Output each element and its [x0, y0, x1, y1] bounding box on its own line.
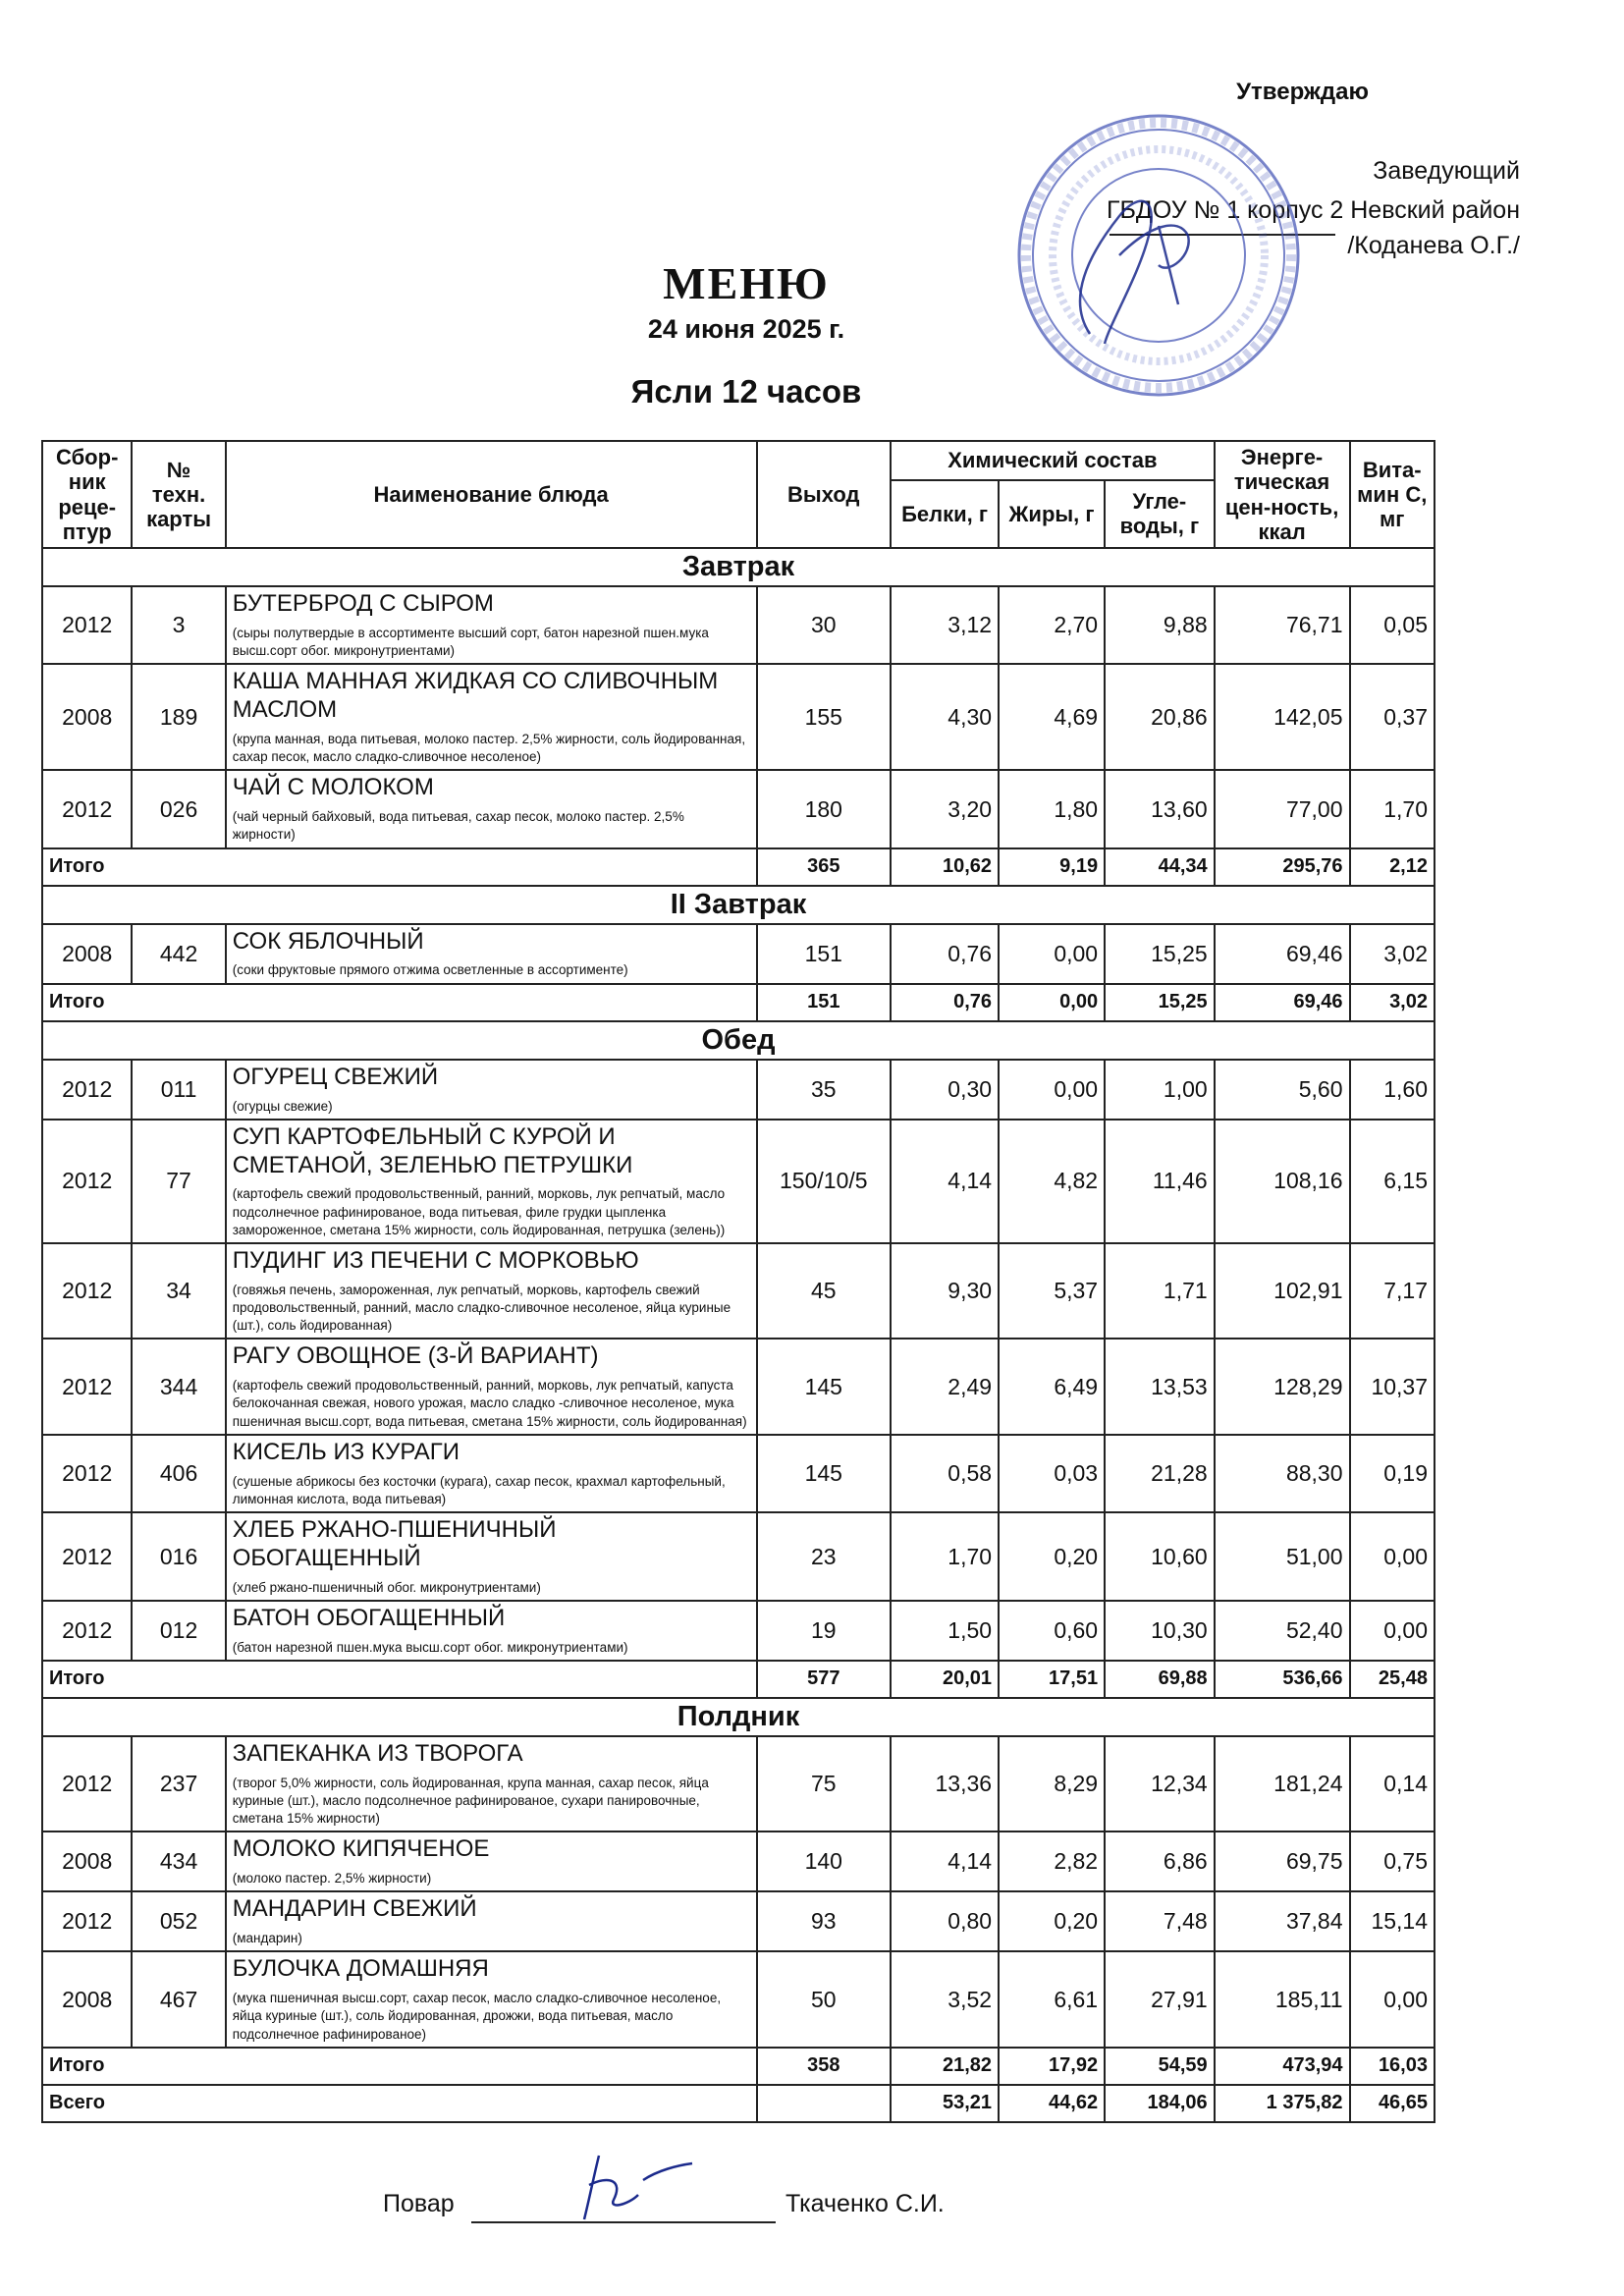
- dish-vitc: 10,37: [1350, 1339, 1435, 1434]
- dish-vitc: 7,17: [1350, 1243, 1435, 1339]
- menu-date: 24 июня 2025 г.: [647, 314, 845, 344]
- recipe-collection: 2012: [42, 1120, 132, 1243]
- dish-cell: [226, 924, 757, 984]
- table-row: [42, 1060, 1435, 1120]
- total-row: [42, 1661, 1435, 1698]
- col-energy: Энерге-тическая цен-ность, ккал: [1215, 441, 1350, 548]
- dish-vitc: 0,00: [1350, 1512, 1435, 1601]
- section-title: II Завтрак: [42, 886, 1435, 924]
- table-row: [42, 1831, 1435, 1891]
- total-vitc: 16,03: [1350, 2048, 1435, 2085]
- dish-carbs: 1,71: [1105, 1243, 1215, 1339]
- dish-cell: [226, 1601, 757, 1661]
- dish-energy: 77,00: [1215, 770, 1350, 847]
- dish-ingredients: (творог 5,0% жирности, соль йодированная, крупа манная, сахар песок, яйца куриные (шт.), масло подсолнечное рафинированое, сухари панировочные, сметана 15% жирности): [232, 1775, 709, 1827]
- section-row: [42, 548, 1435, 586]
- dish-protein: 4,30: [891, 664, 999, 770]
- recipe-collection: 2012: [42, 770, 132, 847]
- organization: ГБДОУ № 1 корпус 2 Невский район: [1106, 196, 1520, 224]
- dish-protein: 0,30: [891, 1060, 999, 1120]
- total-carbs: 44,34: [1105, 848, 1215, 886]
- dish-energy: 37,84: [1215, 1891, 1350, 1951]
- dish-ingredients: (огурцы свежие): [232, 1098, 333, 1114]
- dish-carbs: 10,30: [1105, 1601, 1215, 1661]
- approve-label: Утверждаю: [1236, 79, 1369, 105]
- dish-fat: 4,69: [999, 664, 1105, 770]
- dish-ingredients: (сыры полутвердые в ассортименте высший сорт, батон нарезной пшен.мука высш.сорт обог. микронутриентами): [232, 625, 709, 659]
- total-vitc: 25,48: [1350, 1661, 1435, 1698]
- dish-fat: 5,37: [999, 1243, 1105, 1339]
- tech-card-number: 3: [132, 586, 225, 664]
- table-row: [42, 1601, 1435, 1661]
- tech-card-number: 012: [132, 1601, 225, 1661]
- total-vitc: 3,02: [1350, 984, 1435, 1021]
- dish-yield: 150/10/5: [757, 1120, 892, 1243]
- recipe-collection: 2008: [42, 924, 132, 984]
- dish-ingredients: (картофель свежий продовольственный, ранний, морковь, лук репчатый, капуста белокочанная свежая, нового урожая, масло сладко -сливочное несоленое, мука пшеничная высш.сорт, вода питьевая, сметана 15% жирности, соль йодированная): [232, 1378, 747, 1429]
- dish-name: БАТОН ОБОГАЩЕННЫЙ: [232, 1604, 506, 1631]
- director-signature: [1080, 201, 1189, 344]
- total-energy: 69,46: [1215, 984, 1350, 1021]
- dish-ingredients: (картофель свежий продовольственный, ранний, морковь, лук репчатый, масло подсолнечное рафинированое, вода питьевая, филе грудки цыпленка замороженное, сметана 15% жирности, соль йодированная, петрушка (зелень)): [232, 1186, 726, 1237]
- dish-protein: 1,70: [891, 1512, 999, 1601]
- dish-yield: 151: [757, 924, 892, 984]
- dish-fat: 2,82: [999, 1831, 1105, 1891]
- grand-total-yield: [757, 2085, 892, 2122]
- dish-carbs: 27,91: [1105, 1951, 1215, 2047]
- table-row: [42, 1120, 1435, 1243]
- grand-total-label: Всего: [42, 2085, 757, 2122]
- col-fat: Жиры, г: [999, 480, 1105, 549]
- dish-name: БУТЕРБРОД С СЫРОМ: [232, 590, 494, 618]
- dish-name: СУП КАРТОФЕЛЬНЫЙ С КУРОЙ И СМЕТАНОЙ, ЗЕЛЕНЬЮ ПЕТРУШКИ: [232, 1122, 633, 1178]
- dish-cell: [226, 1891, 757, 1951]
- dish-protein: 0,80: [891, 1891, 999, 1951]
- dish-carbs: 7,48: [1105, 1891, 1215, 1951]
- dish-protein: 9,30: [891, 1243, 999, 1339]
- dish-cell: [226, 1736, 757, 1831]
- section-title: Завтрак: [42, 548, 1435, 586]
- dish-cell: [226, 1120, 757, 1243]
- dish-carbs: 13,53: [1105, 1339, 1215, 1434]
- table-row: [42, 1435, 1435, 1512]
- col-vitamin: Вита-мин С, мг: [1350, 441, 1435, 548]
- dish-energy: 185,11: [1215, 1951, 1350, 2047]
- signer-name: /Коданева О.Г./: [1347, 232, 1520, 259]
- tech-card-number: 77: [132, 1120, 225, 1243]
- dish-vitc: 0,75: [1350, 1831, 1435, 1891]
- dish-name: ЗАПЕКАНКА ИЗ ТВОРОГА: [232, 1739, 523, 1767]
- tech-card-number: 016: [132, 1512, 225, 1601]
- dish-fat: 0,60: [999, 1601, 1105, 1661]
- dish-ingredients: (батон нарезной пшен.мука высш.сорт обог. микронутриентами): [232, 1639, 628, 1655]
- col-tech-card: № техн. карты: [132, 441, 225, 548]
- cook-name: Ткаченко С.И.: [785, 2190, 945, 2217]
- dish-cell: [226, 1339, 757, 1434]
- head-position: Заведующий: [1373, 157, 1520, 185]
- total-protein: 21,82: [891, 2048, 999, 2085]
- dish-cell: [226, 1831, 757, 1891]
- dish-name: МАНДАРИН СВЕЖИЙ: [232, 1895, 477, 1923]
- dish-carbs: 20,86: [1105, 664, 1215, 770]
- tech-card-number: 237: [132, 1736, 225, 1831]
- dish-carbs: 21,28: [1105, 1435, 1215, 1512]
- recipe-collection: 2012: [42, 1601, 132, 1661]
- dish-carbs: 12,34: [1105, 1736, 1215, 1831]
- dish-vitc: 1,70: [1350, 770, 1435, 847]
- dish-carbs: 10,60: [1105, 1512, 1215, 1601]
- dish-yield: 145: [757, 1339, 892, 1434]
- tech-card-number: 34: [132, 1243, 225, 1339]
- recipe-collection: 2012: [42, 1512, 132, 1601]
- dish-fat: 0,00: [999, 924, 1105, 984]
- dish-protein: 3,52: [891, 1951, 999, 2047]
- menu-body: [42, 548, 1435, 2122]
- recipe-collection: 2012: [42, 1243, 132, 1339]
- total-carbs: 15,25: [1105, 984, 1215, 1021]
- total-carbs: 69,88: [1105, 1661, 1215, 1698]
- dish-vitc: 0,00: [1350, 1601, 1435, 1661]
- dish-vitc: 0,14: [1350, 1736, 1435, 1831]
- tech-card-number: 467: [132, 1951, 225, 2047]
- dish-cell: [226, 1951, 757, 2047]
- recipe-collection: 2012: [42, 1736, 132, 1831]
- recipe-collection: 2008: [42, 1831, 132, 1891]
- dish-yield: 23: [757, 1512, 892, 1601]
- dish-cell: [226, 1435, 757, 1512]
- dish-name: БУЛОЧКА ДОМАШНЯЯ: [232, 1955, 489, 1983]
- table-row: [42, 1512, 1435, 1601]
- dish-cell: [226, 770, 757, 847]
- dish-protein: 4,14: [891, 1831, 999, 1891]
- tech-card-number: 011: [132, 1060, 225, 1120]
- dish-yield: 19: [757, 1601, 892, 1661]
- dish-fat: 8,29: [999, 1736, 1105, 1831]
- dish-energy: 51,00: [1215, 1512, 1350, 1601]
- page-title: МЕНЮ: [663, 258, 830, 308]
- dish-name: ХЛЕБ РЖАНО-ПШЕНИЧНЫЙ ОБОГАЩЕННЫЙ: [232, 1516, 557, 1571]
- dish-name: КИСЕЛЬ ИЗ КУРАГИ: [232, 1438, 460, 1465]
- total-protein: 20,01: [891, 1661, 999, 1698]
- dish-protein: 0,58: [891, 1435, 999, 1512]
- total-label: Итого: [42, 1661, 757, 1698]
- table-row: [42, 586, 1435, 664]
- dish-carbs: 15,25: [1105, 924, 1215, 984]
- dish-energy: 181,24: [1215, 1736, 1350, 1831]
- dish-name: ПУДИНГ ИЗ ПЕЧЕНИ С МОРКОВЬЮ: [232, 1246, 639, 1274]
- dish-ingredients: (говяжья печень, замороженная, лук репчатый, морковь, картофель свежий продовольственный, ранний, масло сладко-сливочное несоленое, яйца куриные (шт.), соль йодированная): [232, 1282, 731, 1334]
- dish-vitc: 0,05: [1350, 586, 1435, 664]
- dish-yield: 180: [757, 770, 892, 847]
- dish-vitc: 3,02: [1350, 924, 1435, 984]
- dish-energy: 142,05: [1215, 664, 1350, 770]
- tech-card-number: 434: [132, 1831, 225, 1891]
- section-row: [42, 1698, 1435, 1736]
- dish-protein: 4,14: [891, 1120, 999, 1243]
- recipe-collection: 2012: [42, 1435, 132, 1512]
- grand-total-protein: 53,21: [891, 2085, 999, 2122]
- dish-ingredients: (мука пшеничная высш.сорт, сахар песок, масло сладко-сливочное несоленое, яйца куриные (шт.), соль йодированная, дрожжи, вода питьевая, масло подсолнечное рафинированое): [232, 1991, 722, 2042]
- total-row: [42, 848, 1435, 886]
- dish-protein: 3,20: [891, 770, 999, 847]
- total-fat: 9,19: [999, 848, 1105, 886]
- dish-cell: [226, 1243, 757, 1339]
- cook-signature: [569, 2146, 697, 2224]
- col-chem: Химический состав: [891, 441, 1215, 480]
- total-carbs: 54,59: [1105, 2048, 1215, 2085]
- grand-total-row: [42, 2085, 1435, 2122]
- section-row: [42, 886, 1435, 924]
- table-row: [42, 1891, 1435, 1951]
- dish-fat: 0,03: [999, 1435, 1105, 1512]
- grand-total-vitc: 46,65: [1350, 2085, 1435, 2122]
- col-yield: Выход: [757, 441, 892, 548]
- tech-card-number: 189: [132, 664, 225, 770]
- dish-yield: 45: [757, 1243, 892, 1339]
- dish-yield: 30: [757, 586, 892, 664]
- col-dish: Наименование блюда: [226, 441, 757, 548]
- dish-yield: 50: [757, 1951, 892, 2047]
- dish-fat: 6,61: [999, 1951, 1105, 2047]
- section-row: [42, 1021, 1435, 1060]
- dish-name: КАША МАННАЯ ЖИДКАЯ СО СЛИВОЧНЫМ МАСЛОМ: [232, 668, 719, 724]
- total-fat: 17,51: [999, 1661, 1105, 1698]
- dish-name: СОК ЯБЛОЧНЫЙ: [232, 927, 424, 955]
- dish-carbs: 1,00: [1105, 1060, 1215, 1120]
- tech-card-number: 026: [132, 770, 225, 847]
- table-row: [42, 1339, 1435, 1434]
- dish-protein: 13,36: [891, 1736, 999, 1831]
- cook-label: Повар: [383, 2190, 455, 2217]
- section-title: Обед: [42, 1021, 1435, 1060]
- dish-carbs: 11,46: [1105, 1120, 1215, 1243]
- table-row: [42, 924, 1435, 984]
- table-row: [42, 664, 1435, 770]
- total-vitc: 2,12: [1350, 848, 1435, 886]
- dish-vitc: 1,60: [1350, 1060, 1435, 1120]
- dish-vitc: 15,14: [1350, 1891, 1435, 1951]
- dish-ingredients: (хлеб ржано-пшеничный обог. микронутриентами): [232, 1579, 541, 1595]
- dish-ingredients: (соки фруктовые прямого отжима осветленные в ассортименте): [232, 962, 628, 978]
- dish-energy: 5,60: [1215, 1060, 1350, 1120]
- dish-name: ОГУРЕЦ СВЕЖИЙ: [232, 1063, 439, 1090]
- grand-total-fat: 44,62: [999, 2085, 1105, 2122]
- total-label: Итого: [42, 848, 757, 886]
- table-row: [42, 770, 1435, 847]
- dish-fat: 0,20: [999, 1512, 1105, 1601]
- dish-energy: 102,91: [1215, 1243, 1350, 1339]
- table-row: [42, 1951, 1435, 2047]
- dish-cell: [226, 664, 757, 770]
- dish-energy: 76,71: [1215, 586, 1350, 664]
- dish-vitc: 0,19: [1350, 1435, 1435, 1512]
- dish-yield: 145: [757, 1435, 892, 1512]
- dish-vitc: 0,00: [1350, 1951, 1435, 2047]
- grand-total-carbs: 184,06: [1105, 2085, 1215, 2122]
- table-row: [42, 1243, 1435, 1339]
- dish-ingredients: (мандарин): [232, 1931, 302, 1946]
- dish-fat: 1,80: [999, 770, 1105, 847]
- dish-carbs: 13,60: [1105, 770, 1215, 847]
- dish-fat: 2,70: [999, 586, 1105, 664]
- total-yield: 151: [757, 984, 892, 1021]
- dish-carbs: 6,86: [1105, 1831, 1215, 1891]
- menu-table: [41, 440, 1435, 2123]
- total-yield: 358: [757, 2048, 892, 2085]
- dish-cell: [226, 1060, 757, 1120]
- total-energy: 473,94: [1215, 2048, 1350, 2085]
- dish-energy: 69,75: [1215, 1831, 1350, 1891]
- section-title: Полдник: [42, 1698, 1435, 1736]
- recipe-collection: 2012: [42, 1060, 132, 1120]
- dish-name: РАГУ ОВОЩНОЕ (3-Й ВАРИАНТ): [232, 1342, 599, 1370]
- dish-name: ЧАЙ С МОЛОКОМ: [232, 774, 434, 801]
- dish-protein: 1,50: [891, 1601, 999, 1661]
- col-carbs: Угле-воды, г: [1105, 480, 1215, 549]
- tech-card-number: 052: [132, 1891, 225, 1951]
- group-name: Ясли 12 часов: [630, 373, 862, 410]
- dish-protein: 3,12: [891, 586, 999, 664]
- total-label: Итого: [42, 984, 757, 1021]
- dish-energy: 128,29: [1215, 1339, 1350, 1434]
- recipe-collection: 2008: [42, 664, 132, 770]
- total-row: [42, 2048, 1435, 2085]
- dish-vitc: 6,15: [1350, 1120, 1435, 1243]
- dish-protein: 0,76: [891, 924, 999, 984]
- dish-yield: 140: [757, 1831, 892, 1891]
- dish-carbs: 9,88: [1105, 586, 1215, 664]
- dish-ingredients: (молоко пастер. 2,5% жирности): [232, 1871, 432, 1886]
- official-stamp: [1011, 108, 1306, 403]
- dish-protein: 2,49: [891, 1339, 999, 1434]
- dish-yield: 75: [757, 1736, 892, 1831]
- recipe-collection: 2012: [42, 1339, 132, 1434]
- total-protein: 10,62: [891, 848, 999, 886]
- total-yield: 365: [757, 848, 892, 886]
- dish-fat: 0,20: [999, 1891, 1105, 1951]
- dish-yield: 93: [757, 1891, 892, 1951]
- dish-fat: 0,00: [999, 1060, 1105, 1120]
- dish-fat: 4,82: [999, 1120, 1105, 1243]
- dish-energy: 88,30: [1215, 1435, 1350, 1512]
- dish-vitc: 0,37: [1350, 664, 1435, 770]
- dish-name: МОЛОКО КИПЯЧЕНОЕ: [232, 1835, 490, 1863]
- table-row: [42, 1736, 1435, 1831]
- recipe-collection: 2008: [42, 1951, 132, 2047]
- total-energy: 536,66: [1215, 1661, 1350, 1698]
- dish-energy: 69,46: [1215, 924, 1350, 984]
- dish-fat: 6,49: [999, 1339, 1105, 1434]
- grand-total-energy: 1 375,82: [1215, 2085, 1350, 2122]
- dish-energy: 108,16: [1215, 1120, 1350, 1243]
- tech-card-number: 344: [132, 1339, 225, 1434]
- total-fat: 17,92: [999, 2048, 1105, 2085]
- tech-card-number: 442: [132, 924, 225, 984]
- total-row: [42, 984, 1435, 1021]
- total-yield: 577: [757, 1661, 892, 1698]
- dish-ingredients: (крупа манная, вода питьевая, молоко пастер. 2,5% жирности, соль йодированная, сахар песок, масло сладко-сливочное несоленое): [232, 732, 746, 765]
- recipe-collection: 2012: [42, 1891, 132, 1951]
- dish-cell: [226, 586, 757, 664]
- col-collection: Сбор-ник реце-птур: [42, 441, 132, 548]
- total-fat: 0,00: [999, 984, 1105, 1021]
- dish-cell: [226, 1512, 757, 1601]
- dish-ingredients: (сушеные абрикосы без косточки (курага), сахар песок, крахмал картофельный, лимонная кислота, вода питьевая): [232, 1473, 726, 1506]
- dish-energy: 52,40: [1215, 1601, 1350, 1661]
- total-label: Итого: [42, 2048, 757, 2085]
- recipe-collection: 2012: [42, 586, 132, 664]
- dish-yield: 155: [757, 664, 892, 770]
- dish-ingredients: (чай черный байховый, вода питьевая, сахар песок, молоко пастер. 2,5% жирности): [232, 809, 684, 843]
- total-energy: 295,76: [1215, 848, 1350, 886]
- total-protein: 0,76: [891, 984, 999, 1021]
- dish-yield: 35: [757, 1060, 892, 1120]
- tech-card-number: 406: [132, 1435, 225, 1512]
- col-protein: Белки, г: [891, 480, 999, 549]
